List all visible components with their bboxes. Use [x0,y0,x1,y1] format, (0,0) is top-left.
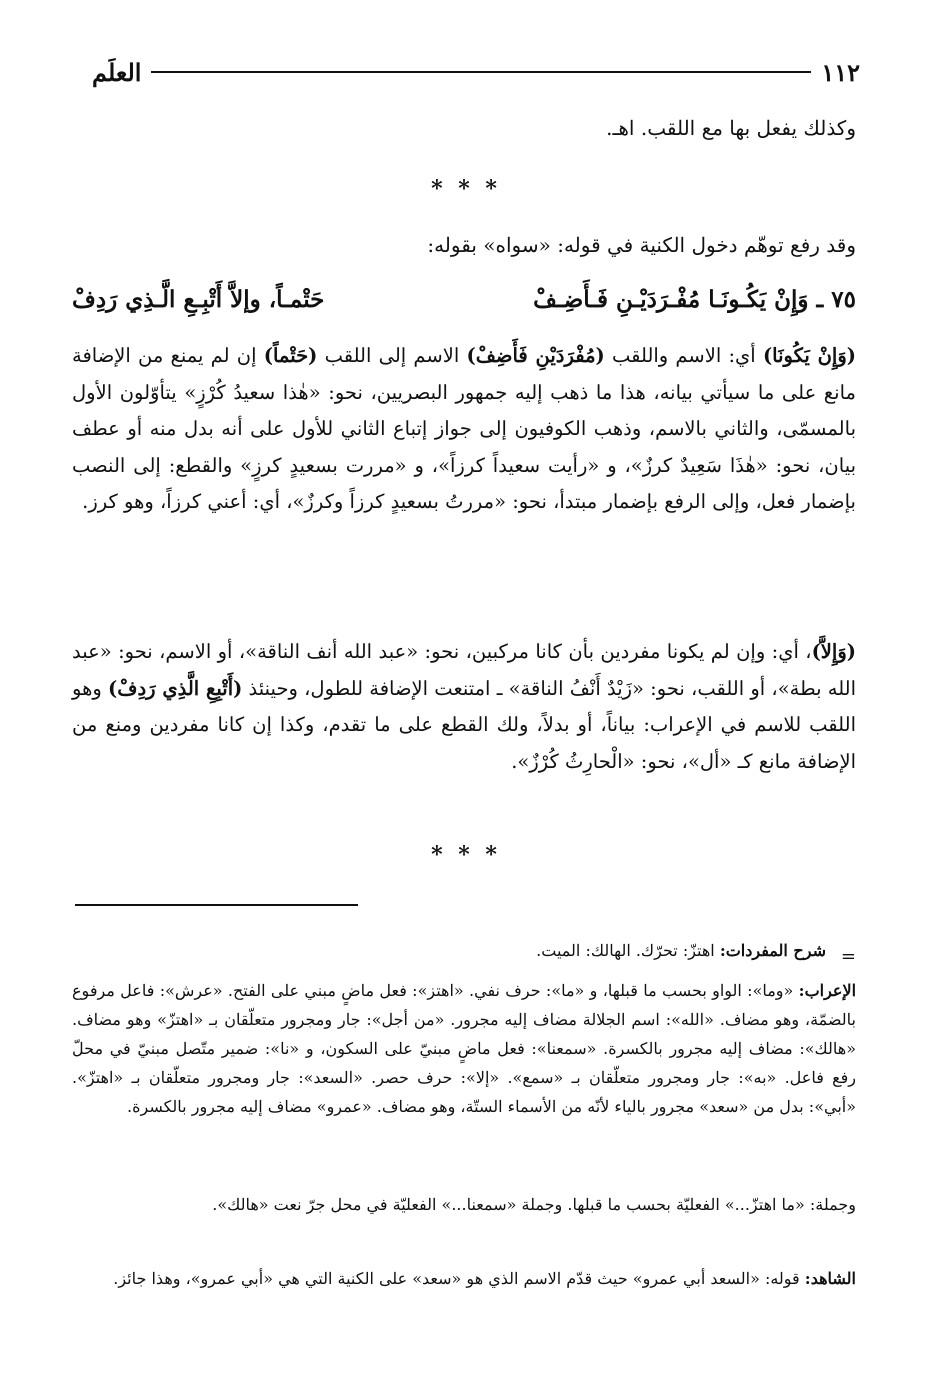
commentary-text: إن لم يمنع من الإضافة مانع على ما سيأتي بيانه، هذا ما ذهب إليه جمهور البصريين، نحو: «هٰذا سعيدُ كُرْزٍ» يتأوّلون الأول بالمسمّى، والثاني بالاسم، وذهب الكوفيون إلى جواز إتباع الثاني للأول على أنه بدل منه أو عطف بيان، نحو: «هٰذَا سَعِيدٌ كرزٌ»، و «رأيت سعيداً كرزاً»، و «مررت بسعيدٍ كرزٍ» والقطع: إلى النصب بإضمار فعل، وإلى الرفع بإضمار مبتدأ، نحو: «مررتُ بسعيدٍ كرزاً وكرزٌ»، أي: أعني كرزاً، وهو كرز. [72,344,856,513]
quoted-verse-fragment: (أَتْبِعِ الَّذِي رَدِفْ) [108,676,243,700]
commentary-text: الاسم إلى اللقب [317,344,467,367]
footnote-text: قوله: «السعد أبي عمرو» حيث قدّم الاسم الذي هو «سعد» على الكنية التي هي «أبي عمرو»، وهذا جائز. [113,1269,805,1288]
footnote-text: «وما»: الواو بحسب ما قبلها، و «ما»: حرف نفي. «اهتز»: فعل ماضٍ مبني على الفتح. «عرش»: فاعل مرفوع بالضمّة، وهو مضاف. «الله»: اسم الجلالة مضاف إليه مجرور. «من أجل»: جار ومجرور متعلّقان بـ «اهتزّ» وهو مضاف. «هالك»: مضاف إليه مجرور بالكسرة. «سمعنا»: فعل ماضٍ مبنيّ على السكون، و «نا»: ضمير متّصل مبنيّ في محلّ رفع فاعل. «به»: جار ومجرور متعلّقان بـ «سمع». «إلا»: حرف حصر. «السعد»: جار ومجرور متعلّقان بـ «اهتزّ». «أبي»: بدل من «سعد» مجرور بالياء لأنّه من الأسماء الستّة، وهو مضاف. «عمرو» مضاف إليه مجرور بالكسرة. [72,981,857,1116]
footnote-vocabulary [72,936,856,965]
intro-line: وكذلك يفعل بها مع اللقب. اهـ. [606,116,856,140]
commentary-paragraph-2 [72,634,856,780]
page-header [92,52,860,92]
footnote-label: الإعراب: [798,981,857,1000]
header-rule [151,71,811,73]
verse-hemistich-1: ٧٥ ـ وَإِنْ يَكُـونَـا مُفْـرَدَيْـنِ فَـأَضِـفْ [533,286,856,313]
footnote-label: الشاهد: [804,1269,856,1288]
quoted-verse-fragment: (حَتْماً) [263,344,318,367]
footnote-text: اهتزّ: تحرّك. الهالك: الميت. [536,941,720,960]
footnote-jumla: وجملة: «ما اهتزّ...» الفعليّة بحسب ما قبلها. وجملة «سمعنا...» الفعليّة في محل جرّ نعت «هالك». [212,1195,856,1214]
commentary-text: أي: الاسم واللقب [604,344,763,367]
footnote-label: شرح المفردات: [719,941,826,960]
section-separator: * * * [431,176,501,202]
section-separator: * * * [431,842,501,868]
verse-line [72,282,856,318]
commentary-text: وهو اللقب للاسم في الإعراب: بياناً، أو بدلاً، ولك القطع على ما تقدم، وكذا إن كانا مفردين ومنع من الإضافة مانع كـ «أل»، نحو: «الْحارِثُ كُرْزٌ». [72,676,856,773]
continuation-marker: = [840,946,856,967]
chapter-title: العلَم [92,57,142,87]
page-number: ١١٢ [821,57,860,87]
footnote-irab [72,976,856,1121]
quoted-verse-fragment: (مُفْرَدَيْنِ فَأَضِفْ) [466,344,605,367]
quoted-verse-fragment: (وَإِلاَّ) [811,640,856,663]
footnote-rule [75,904,358,906]
footnote-shahid [72,1264,856,1293]
quoted-verse-fragment: (وَإِنْ يَكُونَا) [762,344,856,367]
commentary-paragraph-1 [72,338,856,521]
commentary-text: ، أي: وإن لم يكونا مفردين بأن كانا مركبين، نحو: «عبد الله أنف الناقة»، أو الاسم، نحو: «عبد الله بطة»، أو اللقب، نحو: «زَيْدٌ أَنْفُ الناقة» ـ امتنعت الإضافة للطول، وحينئذ [72,640,857,700]
verse-hemistich-2: حَتْمـاً، وإلاَّ أَتْبِـعِ الَّـذِي رَدِفْ [72,286,325,313]
verse-lead-in: وقد رفع توهّم دخول الكنية في قوله: «سواه» بقوله: [427,233,856,257]
